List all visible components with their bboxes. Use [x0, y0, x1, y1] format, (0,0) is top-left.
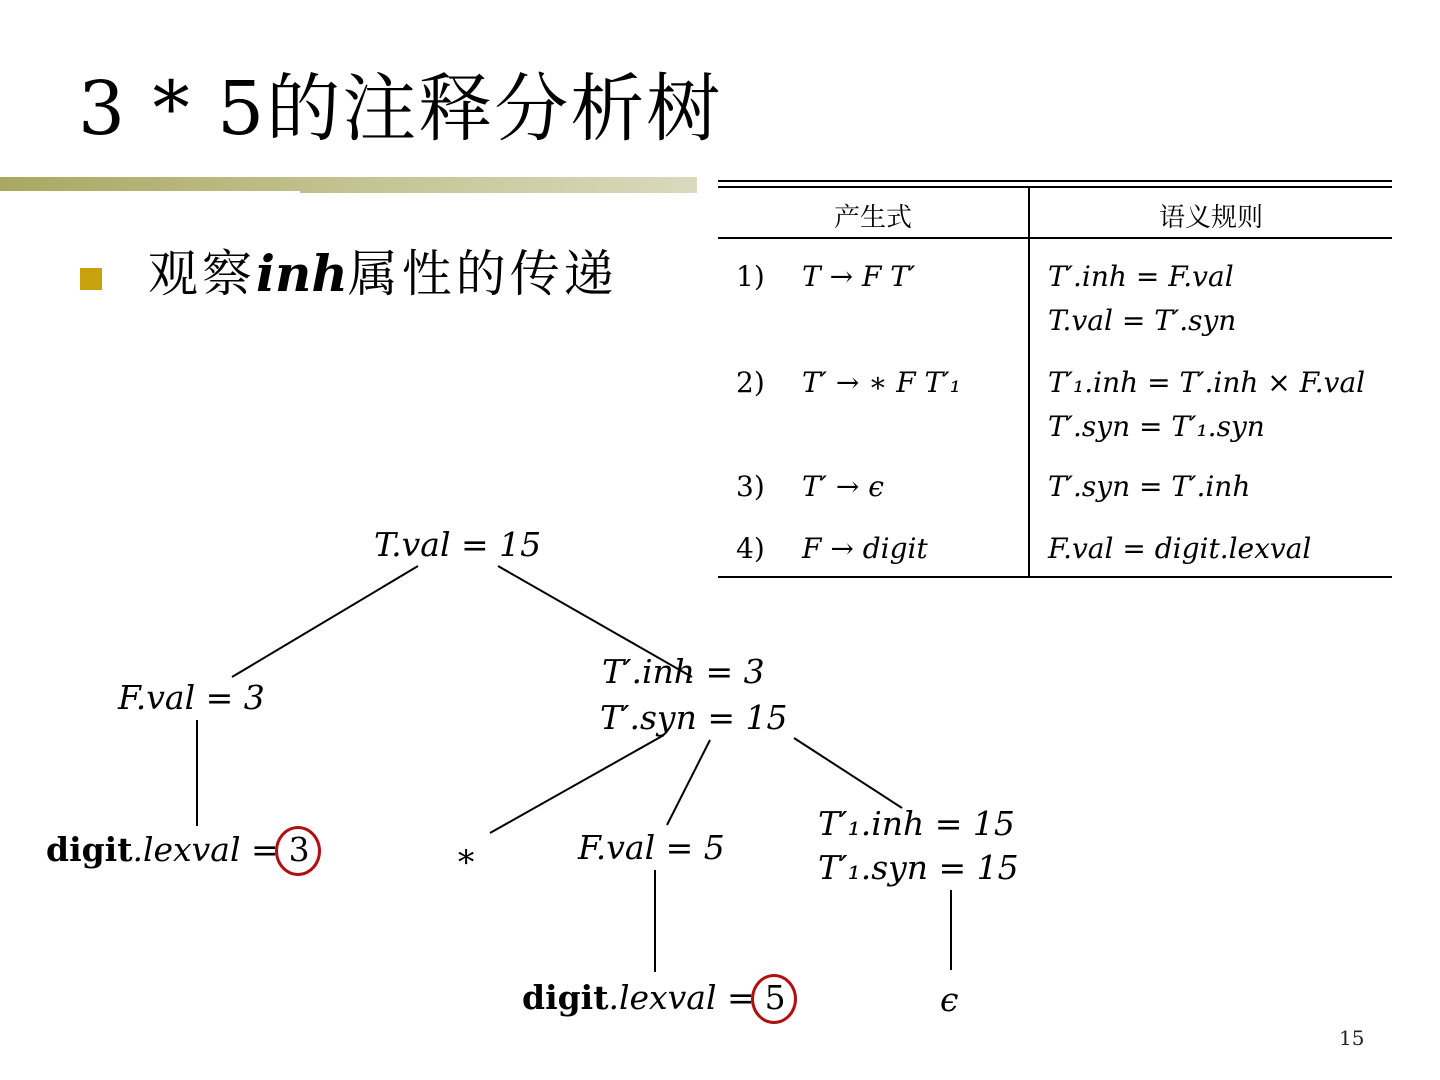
- lexval-text: .lexval =: [132, 830, 279, 869]
- node-epsilon: ϵ: [940, 980, 959, 1019]
- digit-word: digit: [46, 830, 133, 869]
- row-number: 2): [736, 366, 765, 399]
- header-production: 产生式: [833, 203, 912, 233]
- row-number: 3): [736, 470, 765, 503]
- edge-tp-tp1: [794, 738, 902, 808]
- digit-word: digit: [522, 978, 609, 1017]
- node-f1: F.val = 3: [118, 678, 265, 717]
- semantic-rule: T.val = T′.syn: [1048, 304, 1237, 337]
- production: T′ → ∗ F T′₁: [802, 366, 961, 399]
- node-tprime1-inh: T′₁.inh = 15: [818, 804, 1015, 843]
- node-tprime1-syn: T′₁.syn = 15: [818, 848, 1019, 887]
- edge-tp-star: [490, 735, 664, 833]
- lexval-text: .lexval =: [608, 978, 755, 1017]
- semantic-rule: T′₁.inh = T′.inh × F.val: [1048, 366, 1366, 399]
- page-number: 15: [1339, 1026, 1365, 1050]
- bullet-attr: inh: [256, 244, 348, 303]
- semantic-rule: T′.syn = T′.inh: [1048, 470, 1251, 503]
- row-number: 1): [736, 260, 765, 293]
- production: T → F T′: [802, 260, 916, 293]
- node-f2: F.val = 5: [578, 828, 725, 867]
- highlight-circle-5: [751, 974, 797, 1024]
- edge-root-f1: [232, 566, 418, 677]
- digit2-value: 5: [764, 978, 786, 1017]
- semantic-rule: T′.inh = F.val: [1048, 260, 1234, 293]
- semantic-rule: T′.syn = T′₁.syn: [1048, 410, 1265, 443]
- highlight-circle-3: [275, 826, 321, 876]
- bullet-prefix: 观察: [148, 245, 256, 303]
- semantic-rule: F.val = digit.lexval: [1048, 532, 1312, 565]
- slide-title: 3 * 5的注释分析树: [78, 66, 723, 152]
- node-tprime-syn: T′.syn = 15: [600, 698, 788, 737]
- row-number: 4): [736, 532, 765, 565]
- node-digit1: [46, 830, 310, 869]
- header-semantic-rules: 语义规则: [1158, 203, 1263, 233]
- production: T′ → ϵ: [802, 470, 884, 503]
- node-star: ∗: [455, 836, 478, 875]
- production: F → digit: [802, 532, 928, 565]
- node-digit2: [522, 978, 786, 1017]
- digit1-value: 3: [288, 830, 310, 869]
- node-root: T.val = 15: [374, 525, 542, 564]
- bullet-suffix: 属性的传递: [347, 245, 618, 303]
- node-tprime-inh: T′.inh = 3: [602, 652, 765, 691]
- edge-tp-f2: [667, 740, 710, 825]
